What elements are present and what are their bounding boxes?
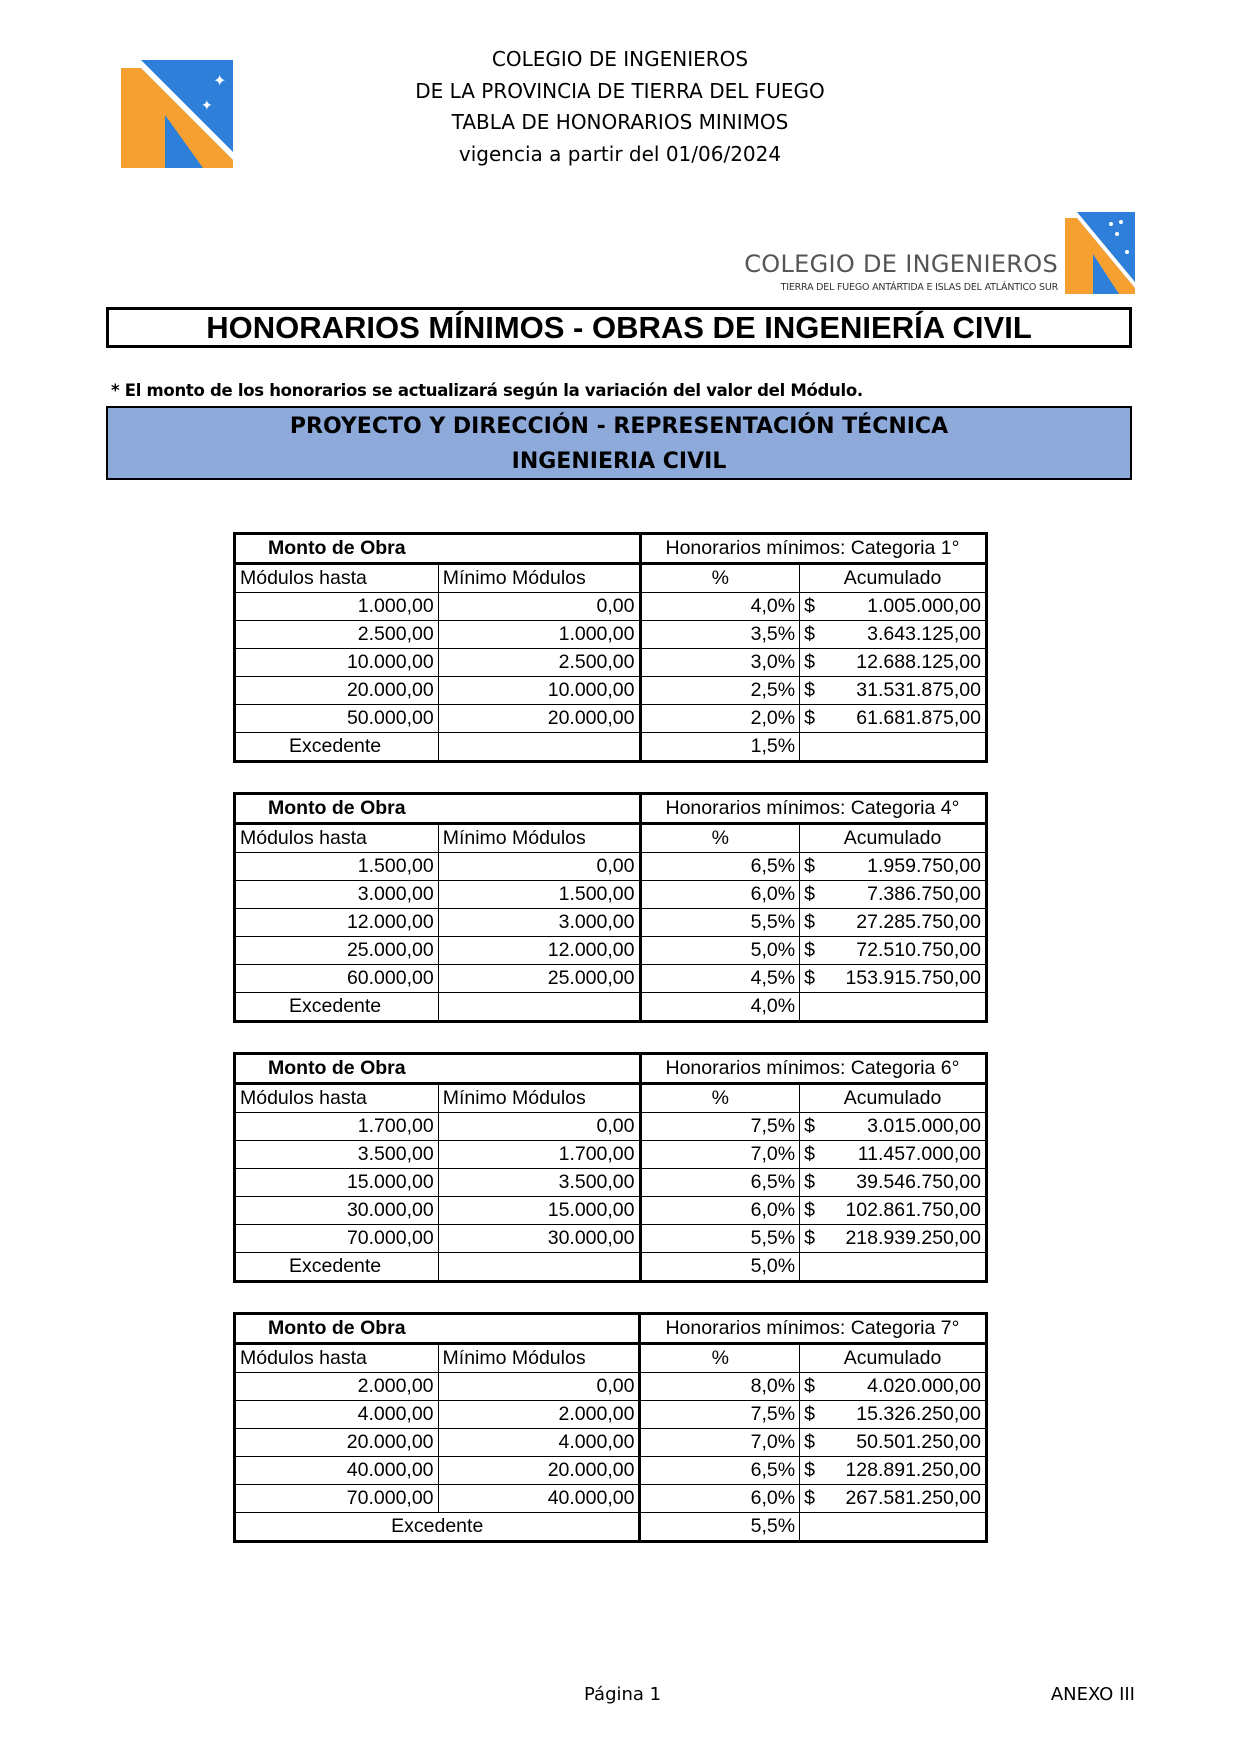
table-header-row [235, 794, 987, 824]
acumulado-cell [800, 1197, 987, 1225]
annex-label: ANEXO III [1050, 1684, 1135, 1705]
monto-header: Monto de Obra [235, 1314, 640, 1344]
acumulado-value: 102.861.750,00 [845, 1199, 981, 1221]
fee-table [233, 1052, 988, 1283]
acumulado-wrap [800, 1225, 985, 1252]
minimo-modulos-cell: 0,00 [438, 1113, 640, 1141]
currency-symbol: $ [804, 623, 815, 645]
percent-cell: 6,0% [640, 1197, 800, 1225]
acumulado-cell [800, 1113, 987, 1141]
excedente-label: Excedente [235, 733, 439, 762]
minimo-modulos-cell: 1.500,00 [438, 881, 640, 909]
percent-header: % [640, 1084, 800, 1113]
category-header: Honorarios mínimos: Categoria 6° [640, 1054, 987, 1084]
acumulado-wrap [800, 881, 985, 908]
fee-table [233, 1312, 988, 1543]
table-row [235, 1373, 987, 1401]
table-row [235, 593, 987, 621]
excedente-row [235, 1253, 987, 1282]
minimo-modulos-cell: 20.000,00 [438, 1457, 640, 1485]
minimo-modulos-cell: 4.000,00 [438, 1429, 640, 1457]
header-line-2: DE LA PROVINCIA DE TIERRA DEL FUEGO [415, 78, 825, 103]
category-header: Honorarios mínimos: Categoria 7° [640, 1314, 987, 1344]
percent-cell: 7,0% [640, 1141, 800, 1169]
modulos-hasta-cell: 2.500,00 [235, 621, 439, 649]
percent-header: % [640, 824, 800, 853]
percent-cell: 7,5% [640, 1401, 800, 1429]
banner-line-2: INGENIERIA CIVIL [511, 449, 727, 474]
table-row [235, 1169, 987, 1197]
monto-header: Monto de Obra [235, 534, 641, 564]
minimo-modulos-cell: 3.500,00 [438, 1169, 640, 1197]
acumulado-value: 15.326.250,00 [856, 1403, 981, 1425]
modulos-hasta-cell: 20.000,00 [235, 677, 439, 705]
percent-cell: 2,5% [640, 677, 800, 705]
excedente-acum-empty [800, 733, 987, 762]
acumulado-wrap [800, 965, 985, 992]
minimo-modulos-cell: 30.000,00 [438, 1225, 640, 1253]
currency-symbol: $ [804, 1115, 815, 1137]
minimo-modulos-cell: 0,00 [438, 593, 640, 621]
fee-table [233, 792, 988, 1023]
acumulado-value: 1.005.000,00 [867, 595, 981, 617]
table-row [235, 1113, 987, 1141]
minimo-modulos-cell: 0,00 [438, 853, 640, 881]
acumulado-wrap [800, 649, 985, 676]
excedente-acum-empty [800, 1253, 987, 1282]
minimo-modulos-cell: 15.000,00 [438, 1197, 640, 1225]
acumulado-wrap [800, 853, 985, 880]
acumulado-header: Acumulado [800, 1344, 987, 1373]
acumulado-cell [800, 853, 987, 881]
percent-cell: 6,5% [640, 853, 800, 881]
acumulado-cell [800, 621, 987, 649]
modulos-hasta-cell: 20.000,00 [235, 1429, 439, 1457]
acumulado-cell [800, 1429, 987, 1457]
table-row [235, 1197, 987, 1225]
table-row [235, 1485, 987, 1513]
currency-symbol: $ [804, 1143, 815, 1165]
percent-cell: 6,0% [640, 1485, 800, 1513]
acumulado-cell [800, 1485, 987, 1513]
currency-symbol: $ [804, 1487, 815, 1509]
modulos-hasta-cell: 1.700,00 [235, 1113, 439, 1141]
modulos-hasta-cell: 70.000,00 [235, 1485, 439, 1513]
percent-cell: 2,0% [640, 705, 800, 733]
table-row [235, 677, 987, 705]
acumulado-cell [800, 677, 987, 705]
header-line-4: vigencia a partir del 01/06/2024 [458, 141, 782, 166]
acumulado-cell [800, 649, 987, 677]
acumulado-value: 27.285.750,00 [856, 911, 981, 933]
currency-symbol: $ [804, 1171, 815, 1193]
table-row [235, 853, 987, 881]
acumulado-wrap [800, 1373, 985, 1400]
percent-header: % [640, 564, 800, 593]
currency-symbol: $ [804, 1375, 815, 1397]
percent-cell: 6,0% [640, 881, 800, 909]
header-line-1: COLEGIO DE INGENIEROS [491, 47, 749, 71]
minimo-modulos-header: Mínimo Módulos [438, 1344, 640, 1373]
brand-name: COLEGIO DE INGENIEROS [744, 250, 1058, 278]
acumulado-wrap [800, 909, 985, 936]
modulos-hasta-cell: 30.000,00 [235, 1197, 439, 1225]
acumulado-cell [800, 1401, 987, 1429]
excedente-empty [438, 733, 640, 762]
modulos-hasta-cell: 12.000,00 [235, 909, 439, 937]
header-line-3: TABLA DE HONORARIOS MINIMOS [451, 110, 789, 134]
acumulado-wrap [800, 1429, 985, 1456]
currency-symbol: $ [804, 707, 815, 729]
minimo-modulos-cell: 3.000,00 [438, 909, 640, 937]
acumulado-value: 31.531.875,00 [856, 679, 981, 701]
table-header-row [235, 1314, 987, 1344]
excedente-acum-empty [800, 1513, 987, 1542]
main-title: HONORARIOS MÍNIMOS - OBRAS DE INGENIERÍA CIVIL [106, 307, 1132, 348]
excedente-percent: 5,5% [640, 1513, 800, 1542]
acumulado-cell [800, 1457, 987, 1485]
acumulado-value: 11.457.000,00 [857, 1143, 981, 1165]
acumulado-value: 61.681.875,00 [856, 707, 981, 729]
modulos-hasta-cell: 3.500,00 [235, 1141, 439, 1169]
currency-symbol: $ [804, 855, 815, 877]
percent-cell: 4,5% [640, 965, 800, 993]
acumulado-cell [800, 1169, 987, 1197]
acumulado-cell [800, 965, 987, 993]
minimo-modulos-cell: 20.000,00 [438, 705, 640, 733]
acumulado-value: 218.939.250,00 [845, 1227, 981, 1249]
acumulado-cell [800, 1141, 987, 1169]
brand-block [744, 212, 1150, 297]
currency-symbol: $ [804, 651, 815, 673]
monto-header: Monto de Obra [235, 794, 641, 824]
table-row [235, 1457, 987, 1485]
monto-header: Monto de Obra [235, 1054, 641, 1084]
table-row [235, 1401, 987, 1429]
modulos-hasta-cell: 4.000,00 [235, 1401, 439, 1429]
table-row [235, 965, 987, 993]
currency-symbol: $ [804, 1227, 815, 1249]
table-subheader-row [235, 824, 987, 853]
table-row [235, 649, 987, 677]
currency-symbol: $ [804, 911, 815, 933]
modulos-hasta-header: Módulos hasta [235, 1084, 439, 1113]
category-header: Honorarios mínimos: Categoria 4° [640, 794, 987, 824]
college-logo [121, 60, 233, 168]
fee-table [233, 532, 988, 763]
excedente-row [235, 993, 987, 1022]
percent-cell: 3,5% [640, 621, 800, 649]
excedente-percent: 4,0% [640, 993, 800, 1022]
acumulado-value: 50.501.250,00 [856, 1431, 981, 1453]
minimo-modulos-cell: 2.500,00 [438, 649, 640, 677]
acumulado-value: 39.546.750,00 [856, 1171, 981, 1193]
excedente-label: Excedente [235, 993, 439, 1022]
table-subheader-row [235, 1084, 987, 1113]
table-subheader-row [235, 564, 987, 593]
acumulado-wrap [800, 1197, 985, 1224]
acumulado-wrap [800, 1169, 985, 1196]
percent-cell: 6,5% [640, 1169, 800, 1197]
acumulado-wrap [800, 937, 985, 964]
acumulado-value: 267.581.250,00 [845, 1487, 981, 1509]
excedente-empty [438, 993, 640, 1022]
percent-cell: 5,0% [640, 937, 800, 965]
acumulado-wrap [800, 1457, 985, 1484]
section-banner [106, 406, 1132, 480]
percent-cell: 8,0% [640, 1373, 800, 1401]
currency-symbol: $ [804, 883, 815, 905]
percent-cell: 4,0% [640, 593, 800, 621]
modulos-hasta-cell: 15.000,00 [235, 1169, 439, 1197]
acumulado-wrap [800, 621, 985, 648]
acumulado-wrap [800, 593, 985, 620]
table-row [235, 705, 987, 733]
acumulado-header: Acumulado [800, 564, 987, 593]
modulos-hasta-cell: 40.000,00 [235, 1457, 439, 1485]
acumulado-cell [800, 909, 987, 937]
minimo-modulos-cell: 1.700,00 [438, 1141, 640, 1169]
excedente-percent: 5,0% [640, 1253, 800, 1282]
table-row [235, 909, 987, 937]
acumulado-wrap [800, 705, 985, 732]
table-row [235, 621, 987, 649]
table-row [235, 1225, 987, 1253]
banner-line-1: PROYECTO Y DIRECCIÓN - REPRESENTACIÓN TÉCNICA [289, 414, 949, 439]
currency-symbol: $ [804, 967, 815, 989]
modulos-hasta-cell: 50.000,00 [235, 705, 439, 733]
acumulado-cell [800, 937, 987, 965]
acumulado-wrap [800, 1485, 985, 1512]
acumulado-wrap [800, 1141, 985, 1168]
currency-symbol: $ [804, 679, 815, 701]
modulos-hasta-header: Módulos hasta [235, 824, 439, 853]
modulos-hasta-cell: 3.000,00 [235, 881, 439, 909]
svg-text:✦: ✦ [201, 98, 213, 114]
excedente-acum-empty [800, 993, 987, 1022]
minimo-modulos-cell: 10.000,00 [438, 677, 640, 705]
table-header-row [235, 1054, 987, 1084]
percent-cell: 7,5% [640, 1113, 800, 1141]
update-note: * El monto de los honorarios se actualizará según la variación del valor del Módulo. [111, 381, 863, 400]
category-header: Honorarios mínimos: Categoria 1° [640, 534, 987, 564]
modulos-hasta-cell: 1.000,00 [235, 593, 439, 621]
minimo-modulos-cell: 1.000,00 [438, 621, 640, 649]
excedente-label: Excedente [235, 1253, 439, 1282]
acumulado-value: 72.510.750,00 [856, 939, 981, 961]
currency-symbol: $ [804, 1199, 815, 1221]
table-row [235, 1141, 987, 1169]
currency-symbol: $ [804, 1431, 815, 1453]
modulos-hasta-cell: 2.000,00 [235, 1373, 439, 1401]
modulos-hasta-header: Módulos hasta [235, 564, 439, 593]
percent-cell: 7,0% [640, 1429, 800, 1457]
acumulado-header: Acumulado [800, 824, 987, 853]
currency-symbol: $ [804, 1403, 815, 1425]
minimo-modulos-header: Mínimo Módulos [438, 564, 640, 593]
acumulado-cell [800, 705, 987, 733]
acumulado-cell [800, 593, 987, 621]
brand-subtitle: TIERRA DEL FUEGO ANTÁRTIDA E ISLAS DEL ATLÁNTICO SUR [780, 282, 1058, 293]
minimo-modulos-cell: 25.000,00 [438, 965, 640, 993]
percent-cell: 6,5% [640, 1457, 800, 1485]
document-header [320, 44, 920, 170]
acumulado-value: 153.915.750,00 [845, 967, 981, 989]
minimo-modulos-cell: 0,00 [438, 1373, 640, 1401]
minimo-modulos-cell: 40.000,00 [438, 1485, 640, 1513]
svg-text:✦: ✦ [213, 71, 227, 90]
excedente-empty [438, 1253, 640, 1282]
acumulado-cell [800, 1373, 987, 1401]
percent-cell: 5,5% [640, 1225, 800, 1253]
currency-symbol: $ [804, 595, 815, 617]
acumulado-value: 3.015.000,00 [867, 1115, 981, 1137]
brand-logo-icon [1065, 212, 1135, 294]
page-number: Página 1 [584, 1684, 662, 1705]
modulos-hasta-cell: 25.000,00 [235, 937, 439, 965]
percent-header: % [640, 1344, 800, 1373]
currency-symbol: $ [804, 1459, 815, 1481]
acumulado-wrap [800, 1113, 985, 1140]
minimo-modulos-header: Mínimo Módulos [438, 1084, 640, 1113]
modulos-hasta-cell: 60.000,00 [235, 965, 439, 993]
modulos-hasta-cell: 10.000,00 [235, 649, 439, 677]
excedente-row [235, 733, 987, 762]
modulos-hasta-header: Módulos hasta [235, 1344, 439, 1373]
acumulado-wrap [800, 1401, 985, 1428]
acumulado-cell [800, 1225, 987, 1253]
acumulado-value: 7.386.750,00 [867, 883, 981, 905]
percent-cell: 3,0% [640, 649, 800, 677]
acumulado-value: 12.688.125,00 [856, 651, 981, 673]
acumulado-header: Acumulado [800, 1084, 987, 1113]
currency-symbol: $ [804, 939, 815, 961]
table-row [235, 1429, 987, 1457]
excedente-row [235, 1513, 987, 1542]
modulos-hasta-cell: 70.000,00 [235, 1225, 439, 1253]
table-header-row [235, 534, 987, 564]
acumulado-wrap [800, 677, 985, 704]
excedente-percent: 1,5% [640, 733, 800, 762]
minimo-modulos-header: Mínimo Módulos [438, 824, 640, 853]
acumulado-value: 4.020.000,00 [867, 1375, 981, 1397]
minimo-modulos-cell: 2.000,00 [438, 1401, 640, 1429]
minimo-modulos-cell: 12.000,00 [438, 937, 640, 965]
modulos-hasta-cell: 1.500,00 [235, 853, 439, 881]
table-row [235, 881, 987, 909]
acumulado-cell [800, 881, 987, 909]
table-row [235, 937, 987, 965]
excedente-label: Excedente [235, 1513, 640, 1542]
table-subheader-row [235, 1344, 987, 1373]
acumulado-value: 128.891.250,00 [845, 1459, 981, 1481]
percent-cell: 5,5% [640, 909, 800, 937]
acumulado-value: 1.959.750,00 [867, 855, 981, 877]
acumulado-value: 3.643.125,00 [867, 623, 981, 645]
